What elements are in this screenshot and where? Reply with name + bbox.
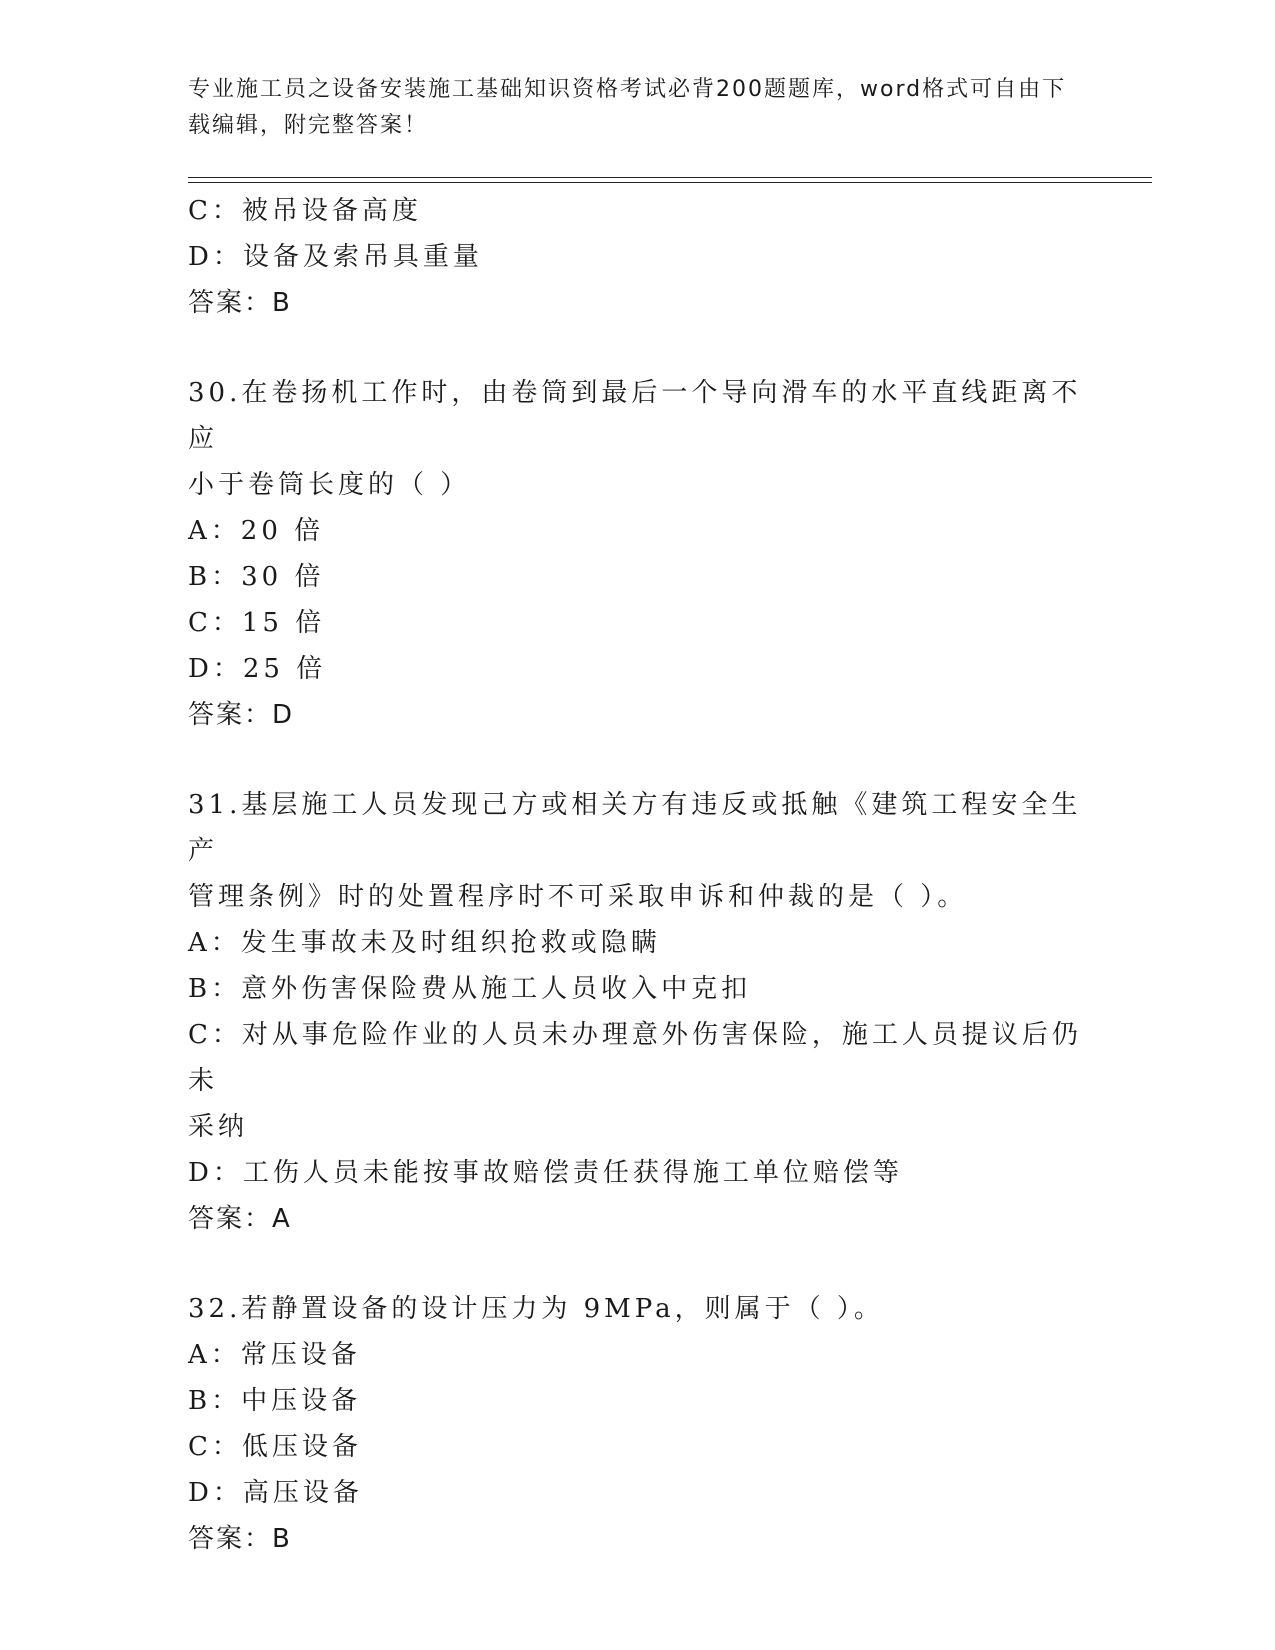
question-30 <box>188 370 1088 738</box>
document-body <box>188 188 1088 1562</box>
spacer <box>188 738 1088 782</box>
option-d: D：25 倍 <box>188 654 327 684</box>
option-b: B：30 倍 <box>188 562 325 592</box>
answer-line: 答案：B <box>188 288 292 318</box>
question-31 <box>188 782 1088 1242</box>
option-d: D：工伤人员未能按事故赔偿责任获得施工单位赔偿等 <box>188 1158 903 1188</box>
option-b: B：意外伤害保险费从施工人员收入中克扣 <box>188 974 752 1004</box>
option-c: C：被吊设备高度 <box>188 196 422 226</box>
question-stem: 32.若静置设备的设计压力为 9MPa，则属于（ ）。 <box>188 1294 884 1324</box>
spacer <box>188 326 1088 370</box>
question-stem: 30.在卷扬机工作时，由卷筒到最后一个导向滑车的水平直线距离不应 <box>188 378 1082 454</box>
header-divider-bottom <box>188 182 1152 183</box>
spacer <box>188 1242 1088 1286</box>
option-c: C：低压设备 <box>188 1432 362 1462</box>
option-a: A：发生事故未及时组织抢救或隐瞒 <box>188 928 661 958</box>
option-c-continued: 采纳 <box>188 1112 249 1142</box>
option-a: A：常压设备 <box>188 1340 361 1370</box>
question-29-continued <box>188 188 1088 326</box>
answer-line: 答案：A <box>188 1204 292 1234</box>
answer-line: 答案：B <box>188 1524 292 1554</box>
answer-line: 答案：D <box>188 700 295 730</box>
option-a: A：20 倍 <box>188 516 325 546</box>
document-header: 专业施工员之设备安装施工基础知识资格考试必背200题题库，word格式可自由下载编辑，附完整答案！ <box>188 77 1067 138</box>
header-divider-top <box>188 177 1152 178</box>
option-d: D：设备及索吊具重量 <box>188 242 483 272</box>
option-b: B：中压设备 <box>188 1386 362 1416</box>
option-d: D：高压设备 <box>188 1478 363 1508</box>
question-stem: 31.基层施工人员发现己方或相关方有违反或抵触《建筑工程安全生产 <box>188 790 1082 866</box>
option-c: C：对从事危险作业的人员未办理意外伤害保险，施工人员提议后仍未 <box>188 1020 1082 1096</box>
question-stem: 管理条例》时的处置程序时不可采取申诉和仲裁的是（ ）。 <box>188 882 968 912</box>
option-c: C：15 倍 <box>188 608 326 638</box>
question-stem: 小于卷筒长度的（ ） <box>188 470 471 500</box>
question-32 <box>188 1286 1088 1562</box>
